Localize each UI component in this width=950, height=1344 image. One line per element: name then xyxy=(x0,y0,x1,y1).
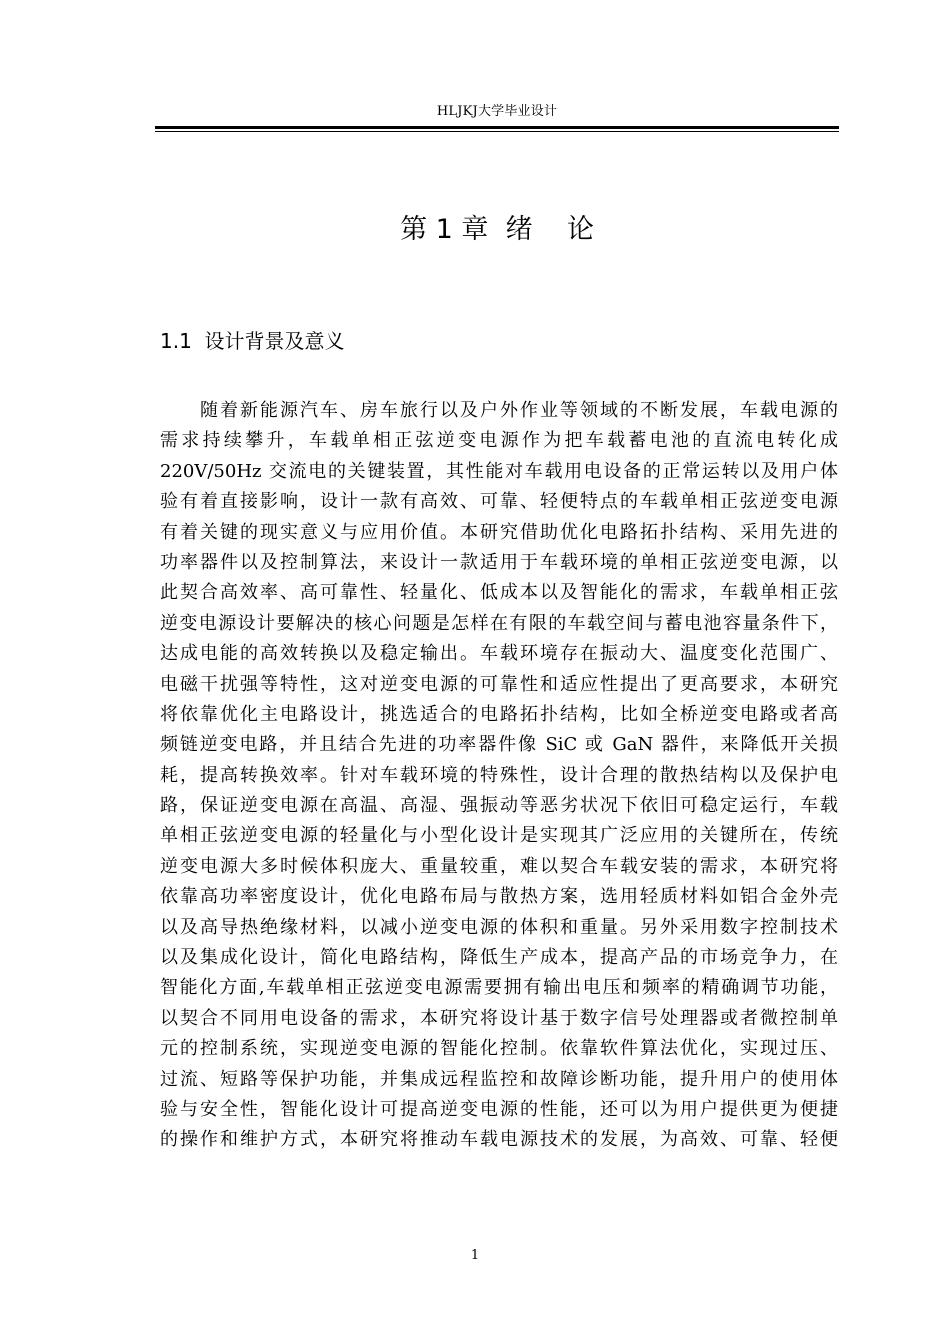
body-line: 以及高导热绝缘材料，以减小逆变电源的体积和重量。另外采用数字控制技术 xyxy=(160,916,838,938)
body-line: 此契合高效率、高可靠性、轻量化、低成本以及智能化的需求，车载单相正弦 xyxy=(160,582,838,604)
body-line: 电磁干扰强等特性，这对逆变电源的可靠性和适应性提出了更高要求，本研究 xyxy=(160,673,838,695)
body-line: 元的控制系统，实现逆变电源的智能化控制。依靠软件算法优化，实现过压、 xyxy=(160,1038,838,1060)
body-line: 以契合不同用电设备的需求，本研究将设计基于数字信号处理器或者微控制单 xyxy=(160,1007,838,1029)
body-line: 的操作和维护方式，本研究将推动车载电源技术的发展，为高效、可靠、轻便 xyxy=(160,1129,838,1151)
body-line: 耗，提高转换效率。针对车载环境的特殊性，设计合理的散热结构以及保护电 xyxy=(160,764,838,786)
body-line: 达成电能的高效转换以及稳定输出。车载环境存在振动大、温度变化范围广、 xyxy=(160,643,838,665)
body-paragraph xyxy=(160,396,838,1156)
chapter-title: 第 1 章 绪 论 xyxy=(400,214,594,245)
body-line: 随着新能源汽车、房车旅行以及户外作业等领域的不断发展，车载电源的 xyxy=(200,400,838,421)
body-line: 220V/50Hz 交流电的关键装置，其性能对车载用电设备的正常运转以及用户体 xyxy=(160,460,838,482)
header-rule-thin xyxy=(155,131,839,132)
body-line: 验与安全性，智能化设计可提高逆变电源的性能，还可以为用户提供更为便捷 xyxy=(160,1098,838,1120)
page-number: 1 xyxy=(470,1248,480,1263)
body-line: 验有着直接影响，设计一款有高效、可靠、轻便特点的车载单相正弦逆变电源 xyxy=(160,491,838,513)
section-title: 1.1 设计背景及意义 xyxy=(160,329,345,353)
body-line: 有着关键的现实意义与应用价值。本研究借助优化电路拓扑结构、采用先进的 xyxy=(160,521,838,543)
body-line: 依靠高功率密度设计，优化电路布局与散热方案，选用轻质材料如铝合金外壳 xyxy=(160,886,838,908)
body-line: 逆变电源设计要解决的核心问题是怎样在有限的车载空间与蓄电池容量条件下， xyxy=(160,612,838,634)
body-line: 功率器件以及控制算法，来设计一款适用于车载环境的单相正弦逆变电源，以 xyxy=(160,551,838,573)
body-line: 单相正弦逆变电源的轻量化与小型化设计是实现其广泛应用的关键所在，传统 xyxy=(160,825,838,847)
body-line: 频链逆变电路，并且结合先进的功率器件像 SiC 或 GaN 器件，来降低开关损 xyxy=(160,734,838,756)
header-rule-thick xyxy=(155,126,839,129)
body-line: 逆变电源大多时候体积庞大、重量较重，难以契合车载安装的需求，本研究将 xyxy=(160,855,838,877)
body-line: 需求持续攀升，车载单相正弦逆变电源作为把车载蓄电池的直流电转化成 xyxy=(160,430,838,452)
body-line: 智能化方面,车载单相正弦逆变电源需要拥有输出电压和频率的精确调节功能， xyxy=(160,977,838,999)
body-line: 过流、短路等保护功能，并集成远程监控和故障诊断功能，提升用户的使用体 xyxy=(160,1068,838,1090)
body-line: 以及集成化设计，简化电路结构，降低生产成本，提高产品的市场竞争力，在 xyxy=(160,947,838,969)
body-line: 将依靠优化主电路设计，挑选适合的电路拓扑结构，比如全桥逆变电路或者高 xyxy=(160,703,838,725)
running-header: HLJKJ大学毕业设计 xyxy=(436,104,558,119)
body-line: 路，保证逆变电源在高温、高湿、强振动等恶劣状况下依旧可稳定运行，车载 xyxy=(160,795,838,817)
